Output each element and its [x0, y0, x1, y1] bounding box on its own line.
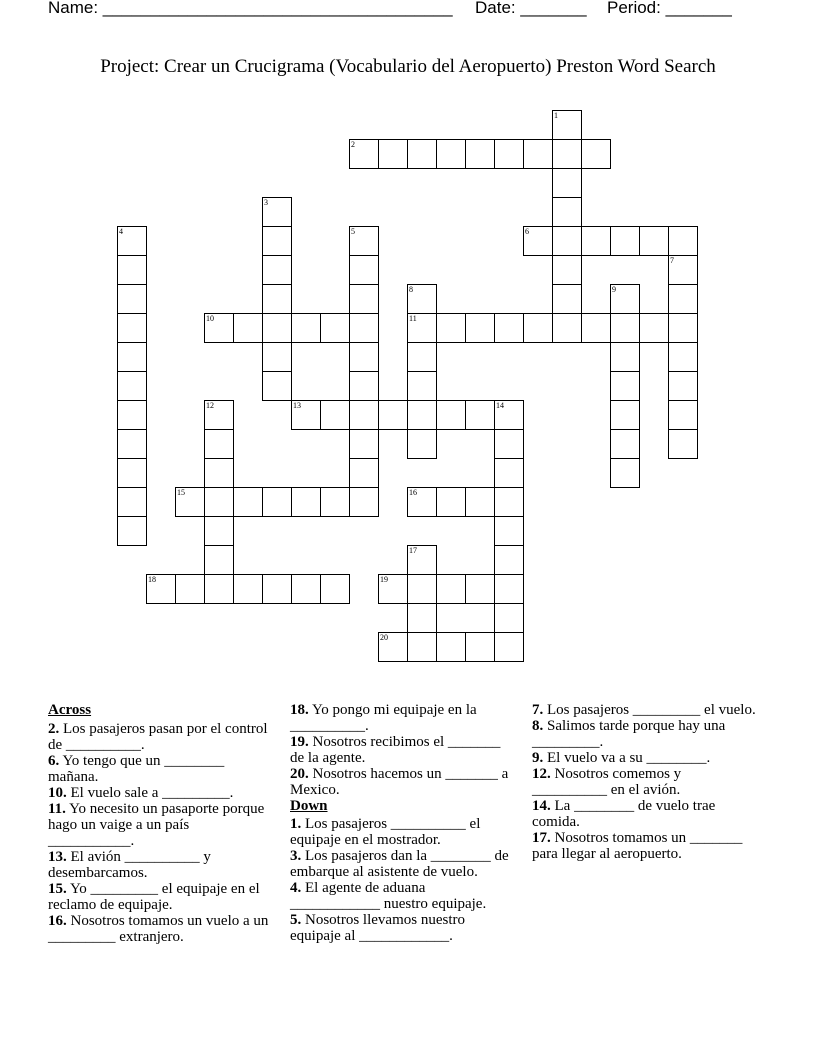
- crossword-cell[interactable]: [291, 313, 321, 343]
- clue-number-label: 19: [380, 575, 388, 584]
- crossword-cell[interactable]: [349, 400, 379, 430]
- crossword-cell[interactable]: [552, 255, 582, 285]
- crossword-cell[interactable]: [552, 226, 582, 256]
- crossword-cell[interactable]: [262, 487, 292, 517]
- crossword-cell[interactable]: [610, 371, 640, 401]
- crossword-cell[interactable]: [494, 516, 524, 546]
- crossword-cell[interactable]: [668, 400, 698, 430]
- crossword-cell[interactable]: [204, 429, 234, 459]
- crossword-cell[interactable]: [291, 574, 321, 604]
- clue-across-18: 18. Yo pongo mi equipaje en la __________.: [290, 702, 477, 734]
- crossword-cell[interactable]: [610, 429, 640, 459]
- crossword-cell[interactable]: [349, 458, 379, 488]
- clue-number-label: 20: [380, 633, 388, 642]
- crossword-cell[interactable]: [494, 313, 524, 343]
- crossword-cell[interactable]: [436, 487, 466, 517]
- crossword-cell[interactable]: [117, 487, 147, 517]
- crossword-cell[interactable]: [233, 313, 263, 343]
- crossword-cell[interactable]: [523, 313, 553, 343]
- clues-column-3: [532, 702, 758, 862]
- clue-down-3: 3. Los pasajeros dan la ________ de embarque al asistente de vuelo.: [290, 848, 509, 880]
- name-field-label: Name: _____________________________________: [48, 0, 453, 17]
- crossword-cell[interactable]: [668, 313, 698, 343]
- crossword-cell[interactable]: [610, 342, 640, 372]
- crossword-cell[interactable]: [436, 632, 466, 662]
- clue-number-label: 13: [293, 401, 301, 410]
- crossword-cell[interactable]: [407, 632, 437, 662]
- crossword-cell[interactable]: [117, 255, 147, 285]
- down-heading: Down: [290, 798, 328, 814]
- clue-number-label: 3: [264, 198, 268, 207]
- crossword-cell[interactable]: [262, 226, 292, 256]
- clue-down-17: 17. Nosotros tomamos un _______ para llegar al aeropuerto.: [532, 830, 743, 862]
- crossword-cell[interactable]: [378, 400, 408, 430]
- clue-number-label: 6: [525, 227, 529, 236]
- crossword-cell[interactable]: [407, 603, 437, 633]
- clue-down-14: 14. La ________ de vuelo trae comida.: [532, 798, 716, 830]
- clue-number-label: 5: [351, 227, 355, 236]
- clue-number-label: 7: [670, 256, 674, 265]
- clue-number-label: 9: [612, 285, 616, 294]
- crossword-cell[interactable]: [610, 400, 640, 430]
- crossword-cell[interactable]: [668, 226, 698, 256]
- clue-across-19: 19. Nosotros recibimos el _______ de la agente.: [290, 734, 501, 766]
- crossword-cell[interactable]: [668, 429, 698, 459]
- crossword-cell[interactable]: [436, 139, 466, 169]
- clue-number-label: 1: [554, 111, 558, 120]
- crossword-cell[interactable]: [494, 139, 524, 169]
- crossword-cell[interactable]: [494, 603, 524, 633]
- crossword-cell[interactable]: [465, 574, 495, 604]
- clue-across-10: 10. El vuelo sale a _________.: [48, 785, 234, 801]
- crossword-cell[interactable]: [668, 342, 698, 372]
- crossword-cell[interactable]: [204, 545, 234, 575]
- clue-number-label: 16: [409, 488, 417, 497]
- clue-number-label: 14: [496, 401, 504, 410]
- crossword-cell[interactable]: [349, 371, 379, 401]
- crossword-cell[interactable]: [320, 574, 350, 604]
- clue-number-label: 10: [206, 314, 214, 323]
- crossword-cell[interactable]: [262, 313, 292, 343]
- clue-number-label: 17: [409, 546, 417, 555]
- crossword-cell[interactable]: [233, 574, 263, 604]
- crossword-cell[interactable]: [349, 284, 379, 314]
- clue-down-1: 1. Los pasajeros __________ el equipaje en el mostrador.: [290, 816, 481, 848]
- clue-down-8: 8. Salimos tarde porque hay una _________.: [532, 718, 726, 750]
- crossword-cell[interactable]: [407, 342, 437, 372]
- crossword-cell[interactable]: [320, 487, 350, 517]
- clue-down-12: 12. Nosotros comemos y __________ en el avión.: [532, 766, 682, 798]
- crossword-cell[interactable]: [523, 139, 553, 169]
- crossword-cell[interactable]: [668, 284, 698, 314]
- clue-number-label: 18: [148, 575, 156, 584]
- crossword-cell[interactable]: [117, 458, 147, 488]
- crossword-cell[interactable]: [494, 632, 524, 662]
- crossword-cell[interactable]: [436, 313, 466, 343]
- crossword-cell[interactable]: [349, 313, 379, 343]
- crossword-cell[interactable]: [494, 545, 524, 575]
- crossword-cell[interactable]: [552, 284, 582, 314]
- crossword-cell[interactable]: [639, 313, 669, 343]
- crossword-cell[interactable]: [204, 516, 234, 546]
- clue-number-label: 2: [351, 140, 355, 149]
- crossword-cell[interactable]: [407, 371, 437, 401]
- crossword-cell[interactable]: [494, 574, 524, 604]
- crossword-cell[interactable]: [349, 429, 379, 459]
- crossword-cell[interactable]: [465, 400, 495, 430]
- clue-number-label: 8: [409, 285, 413, 294]
- crossword-cell[interactable]: [465, 313, 495, 343]
- crossword-cell[interactable]: [117, 313, 147, 343]
- crossword-cell[interactable]: [349, 255, 379, 285]
- crossword-cell[interactable]: [117, 284, 147, 314]
- crossword-cell[interactable]: [581, 139, 611, 169]
- clue-across-15: 15. Yo _________ el equipaje en el reclamo de equipaje.: [48, 881, 260, 913]
- clue-across-11: 11. Yo necesito un pasaporte porque hago un vaige a un país ___________.: [48, 801, 265, 849]
- crossword-cell[interactable]: [117, 371, 147, 401]
- clue-down-4: 4. El agente de aduana ____________ nuestro equipaje.: [290, 880, 487, 912]
- crossword-cell[interactable]: [262, 284, 292, 314]
- crossword-cell[interactable]: [407, 574, 437, 604]
- clues-column-1: [48, 702, 270, 945]
- clues-column-2: [290, 702, 514, 944]
- crossword-cell[interactable]: [610, 458, 640, 488]
- crossword-cell[interactable]: [262, 255, 292, 285]
- clue-across-6: 6. Yo tengo que un ________ mañana.: [48, 753, 225, 785]
- crossword-cell[interactable]: [378, 139, 408, 169]
- crossword-cell[interactable]: [262, 342, 292, 372]
- crossword-cell[interactable]: [465, 139, 495, 169]
- clue-across-16: 16. Nosotros tomamos un vuelo a un _________ extranjero.: [48, 913, 269, 945]
- page-title: Project: Crear un Crucigrama (Vocabulario del Aeropuerto) Preston Word Search: [100, 56, 716, 77]
- crossword-cell[interactable]: [668, 371, 698, 401]
- crossword-cell[interactable]: [465, 487, 495, 517]
- crossword-cell[interactable]: [639, 226, 669, 256]
- across-heading: Across: [48, 702, 92, 718]
- crossword-cell[interactable]: [494, 458, 524, 488]
- clue-number-label: 12: [206, 401, 214, 410]
- crossword-cell[interactable]: [117, 342, 147, 372]
- crossword-cell[interactable]: [581, 226, 611, 256]
- clue-across-2: 2. Los pasajeros pasan por el control de __________.: [48, 721, 268, 753]
- crossword-cell[interactable]: [117, 429, 147, 459]
- clue-number-label: 15: [177, 488, 185, 497]
- crossword-cell[interactable]: [233, 487, 263, 517]
- crossword-cell[interactable]: [494, 429, 524, 459]
- crossword-cell[interactable]: [494, 487, 524, 517]
- crossword-cell[interactable]: [552, 197, 582, 227]
- crossword-cell[interactable]: [581, 313, 611, 343]
- crossword-cell[interactable]: [291, 487, 321, 517]
- crossword-cell[interactable]: [204, 487, 234, 517]
- crossword-cell[interactable]: [320, 313, 350, 343]
- crossword-cell[interactable]: [407, 429, 437, 459]
- crossword-cell[interactable]: [204, 574, 234, 604]
- crossword-cell[interactable]: [552, 139, 582, 169]
- crossword-cell[interactable]: [407, 139, 437, 169]
- crossword-cell[interactable]: [262, 371, 292, 401]
- clue-down-5: 5. Nosotros llevamos nuestro equipaje al ____________.: [290, 912, 465, 944]
- period-field-label: Period: _______: [607, 0, 732, 17]
- crossword-cell[interactable]: [320, 400, 350, 430]
- crossword-cell[interactable]: [117, 400, 147, 430]
- clue-down-7: 7. Los pasajeros _________ el vuelo.: [532, 702, 756, 718]
- crossword-cell[interactable]: [349, 487, 379, 517]
- crossword-cell[interactable]: [175, 574, 205, 604]
- clue-down-9: 9. El vuelo va a su ________.: [532, 750, 711, 766]
- crossword-cell[interactable]: [407, 400, 437, 430]
- crossword-cell[interactable]: [465, 632, 495, 662]
- crossword-cell[interactable]: [436, 574, 466, 604]
- crossword-cell[interactable]: [262, 574, 292, 604]
- crossword-cell[interactable]: [552, 168, 582, 198]
- crossword-cell[interactable]: [552, 313, 582, 343]
- crossword-cell[interactable]: [204, 458, 234, 488]
- date-field-label: Date: _______: [475, 0, 587, 17]
- clue-across-13: 13. El avión __________ y desembarcamos.: [48, 849, 211, 881]
- clue-number-label: 4: [119, 227, 123, 236]
- crossword-cell[interactable]: [349, 342, 379, 372]
- crossword-cell[interactable]: [610, 226, 640, 256]
- clue-number-label: 11: [409, 314, 417, 323]
- crossword-cell[interactable]: [436, 400, 466, 430]
- crossword-cell[interactable]: [610, 313, 640, 343]
- crossword-cell[interactable]: [117, 516, 147, 546]
- clue-across-20: 20. Nosotros hacemos un _______ a Mexico.: [290, 766, 509, 798]
